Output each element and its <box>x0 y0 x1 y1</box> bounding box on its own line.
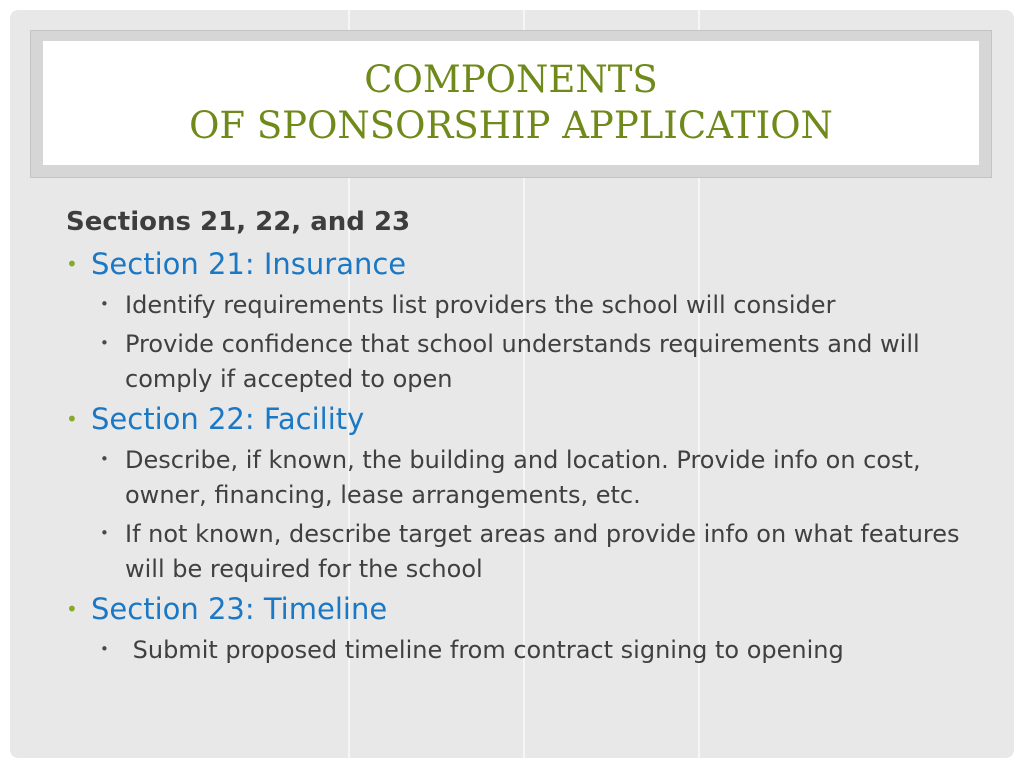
section-21-item <box>66 246 986 282</box>
list-item <box>66 327 986 397</box>
bullet-icon: • <box>100 295 109 313</box>
list-item-text: Identify requirements list providers the school will consider <box>125 291 836 319</box>
list-item-text: Provide confidence that school understands requirements and will comply if accepted to open <box>125 330 920 393</box>
bullet-icon: • <box>100 524 109 542</box>
section-23-label: Section 23: Timeline <box>91 592 388 626</box>
list-item-text: If not known, describe target areas and provide info on what features will be required for the school <box>125 520 960 583</box>
slide <box>10 10 1014 758</box>
bullet-icon: • <box>66 252 78 276</box>
section-23-item <box>66 591 986 627</box>
list-item-text: Describe, if known, the building and location. Provide info on cost, owner, financing, lease arrangements, etc. <box>125 446 921 509</box>
section-22-label: Section 22: Facility <box>91 402 365 436</box>
title-box <box>43 41 979 165</box>
bullet-icon: • <box>66 597 78 621</box>
bullet-icon: • <box>100 334 109 352</box>
bullet-icon: • <box>100 450 109 468</box>
title-frame <box>30 30 992 178</box>
list-item-text: Submit proposed timeline from contract signing to opening <box>125 636 844 664</box>
slide-content <box>66 206 986 672</box>
bullet-icon: • <box>100 640 109 658</box>
section-21-label: Section 21: Insurance <box>91 247 407 281</box>
section-22-item <box>66 401 986 437</box>
list-item <box>66 633 986 668</box>
list-item <box>66 443 986 513</box>
bullet-icon: • <box>66 407 78 431</box>
slide-title-line-2: OF SPONSORSHIP APPLICATION <box>189 104 833 147</box>
list-item <box>66 517 986 587</box>
slide-title-line-1: COMPONENTS <box>364 58 658 101</box>
list-item <box>66 288 986 323</box>
content-heading: Sections 21, 22, and 23 <box>66 207 411 237</box>
